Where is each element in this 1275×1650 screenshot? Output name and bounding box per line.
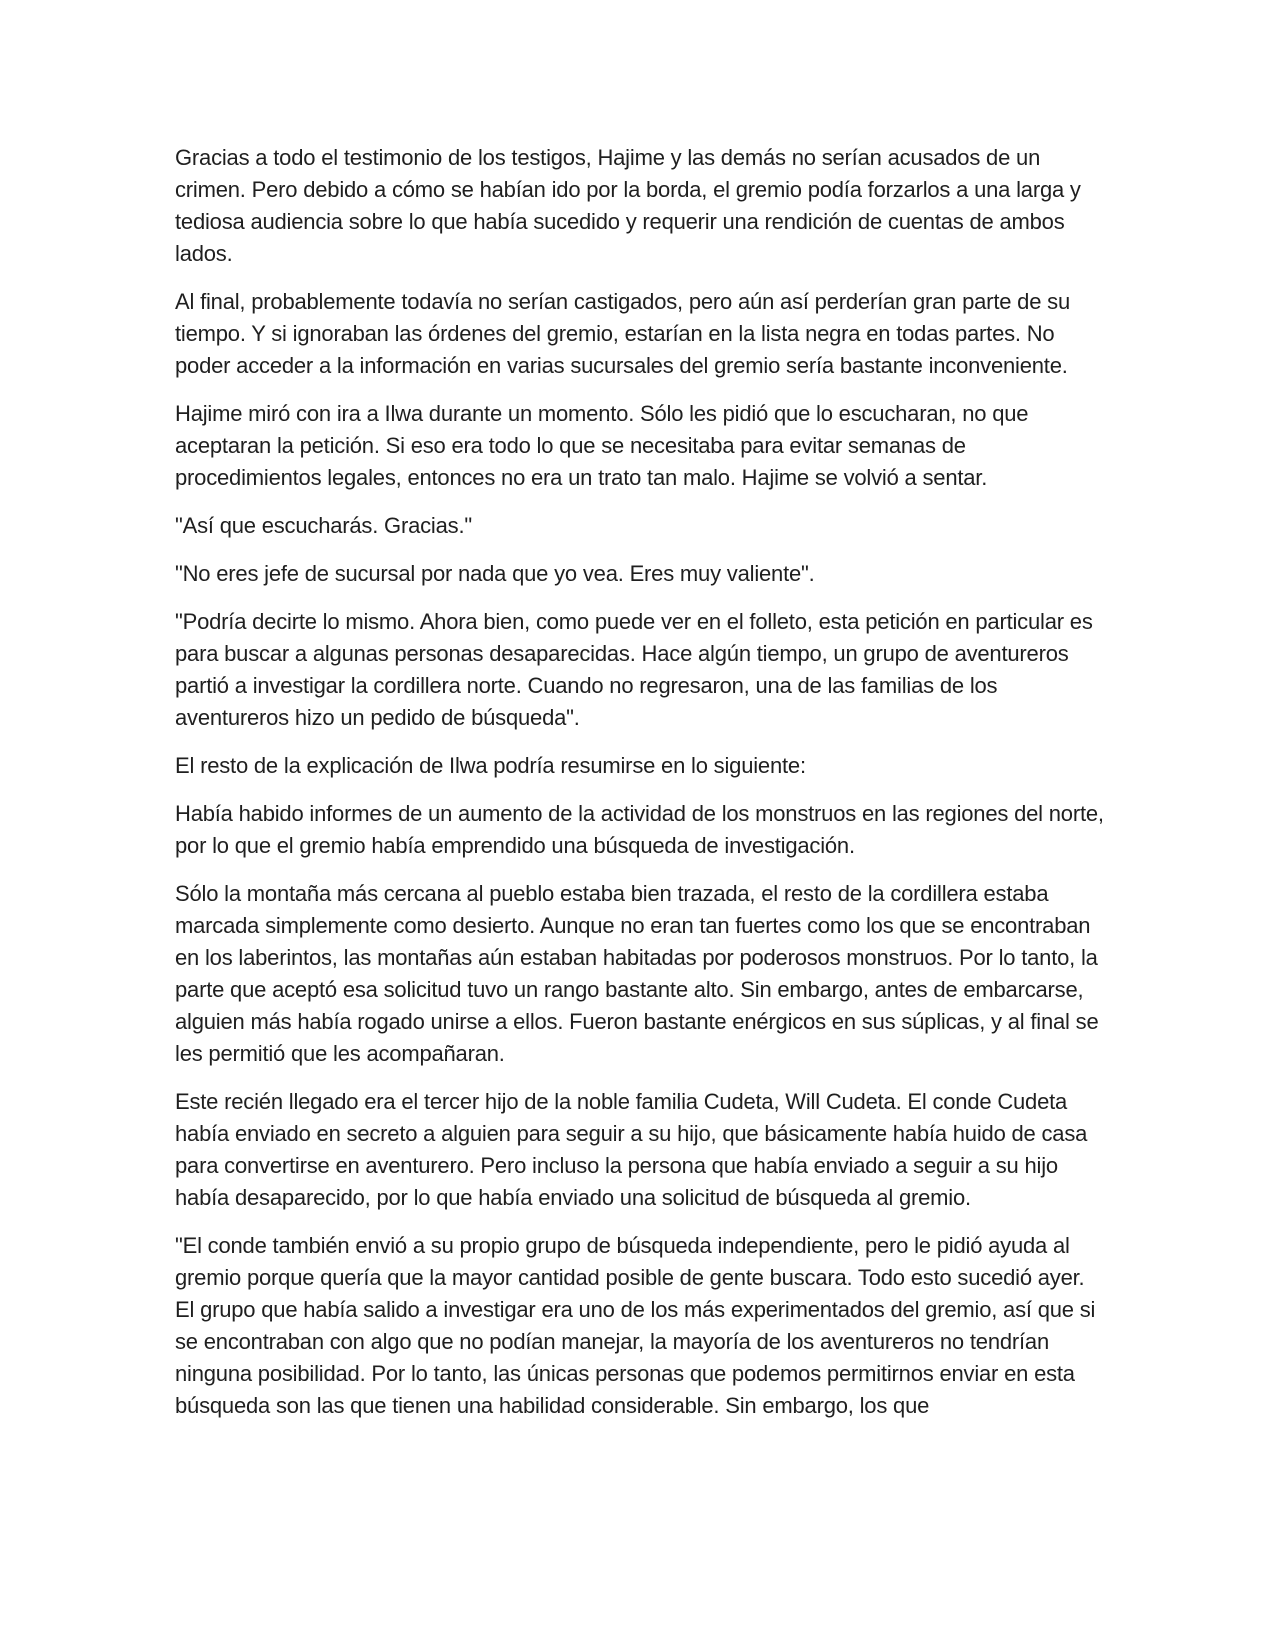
paragraph-6: "Podría decirte lo mismo. Ahora bien, como puede ver en el folleto, esta petición en particular es para buscar a algunas personas desaparecidas. Hace algún tiempo, un grupo de aventureros partió a investigar la cordillera norte. Cuando no regresaron, una de las familias de los aventureros hizo un pedido de búsqueda". — [175, 609, 1093, 730]
paragraph-9: Sólo la montaña más cercana al pueblo estaba bien trazada, el resto de la cordillera estaba marcada simplemente como desierto. Aunque no eran tan fuertes como los que se encontraban en los laberintos, las montañas aún estaban habitadas por poderosos monstruos. Por lo tanto, la parte que aceptó esa solicitud tuvo un rango bastante alto. Sin embargo, antes de embarcarse, alguien más había rogado unirse a ellos. Fueron bastante enérgicos en sus súplicas, y al final se les permitió que les acompañaran. — [175, 881, 1099, 1066]
paragraph-1: Gracias a todo el testimonio de los testigos, Hajime y las demás no serían acusados de un crimen. Pero debido a cómo se habían ido por la borda, el gremio podía forzarlos a una larga y tediosa audiencia sobre lo que había sucedido y requerir una rendición de cuentas de ambos lados. — [175, 145, 1081, 266]
paragraph-8: Había habido informes de un aumento de la actividad de los monstruos en las regiones del norte, por lo que el gremio había emprendido una búsqueda de investigación. — [175, 801, 1104, 858]
paragraph-7: El resto de la explicación de Ilwa podría resumirse en lo siguiente: — [175, 753, 806, 778]
paragraph-10: Este recién llegado era el tercer hijo de la noble familia Cudeta, Will Cudeta. El conde Cudeta había enviado en secreto a alguien para seguir a su hijo, que básicamente había huido de casa para convertirse en aventurero. Pero incluso la persona que había enviado a seguir a su hijo había desaparecido, por lo que había enviado una solicitud de búsqueda al gremio. — [175, 1089, 1088, 1210]
paragraph-11: "El conde también envió a su propio grupo de búsqueda independiente, pero le pidió ayuda al gremio porque quería que la mayor cantidad posible de gente buscara. Todo esto sucedió ayer. El grupo que había salido a investigar era uno de los más experimentados del gremio, así que si se encontraban con algo que no podían manejar, la mayoría de los aventureros no tendrían ninguna posibilidad. Por lo tanto, las únicas personas que podemos permitirnos enviar en esta búsqueda son las que tienen una habilidad considerable. Sin embargo, los que — [175, 1233, 1096, 1418]
paragraph-4: "Así que escucharás. Gracias." — [175, 513, 472, 538]
paragraph-3: Hajime miró con ira a Ilwa durante un momento. Sólo les pidió que lo escucharan, no que aceptaran la petición. Si eso era todo lo que se necesitaba para evitar semanas de procedimientos legales, entonces no era un trato tan malo. Hajime se volvió a sentar. — [175, 401, 1029, 490]
document-page — [175, 142, 1105, 1438]
paragraph-2: Al final, probablemente todavía no serían castigados, pero aún así perderían gran parte de su tiempo. Y si ignoraban las órdenes del gremio, estarían en la lista negra en todas partes. No poder acceder a la información en varias sucursales del gremio sería bastante inconveniente. — [175, 289, 1070, 378]
paragraph-5: "No eres jefe de sucursal por nada que yo vea. Eres muy valiente". — [175, 561, 815, 586]
